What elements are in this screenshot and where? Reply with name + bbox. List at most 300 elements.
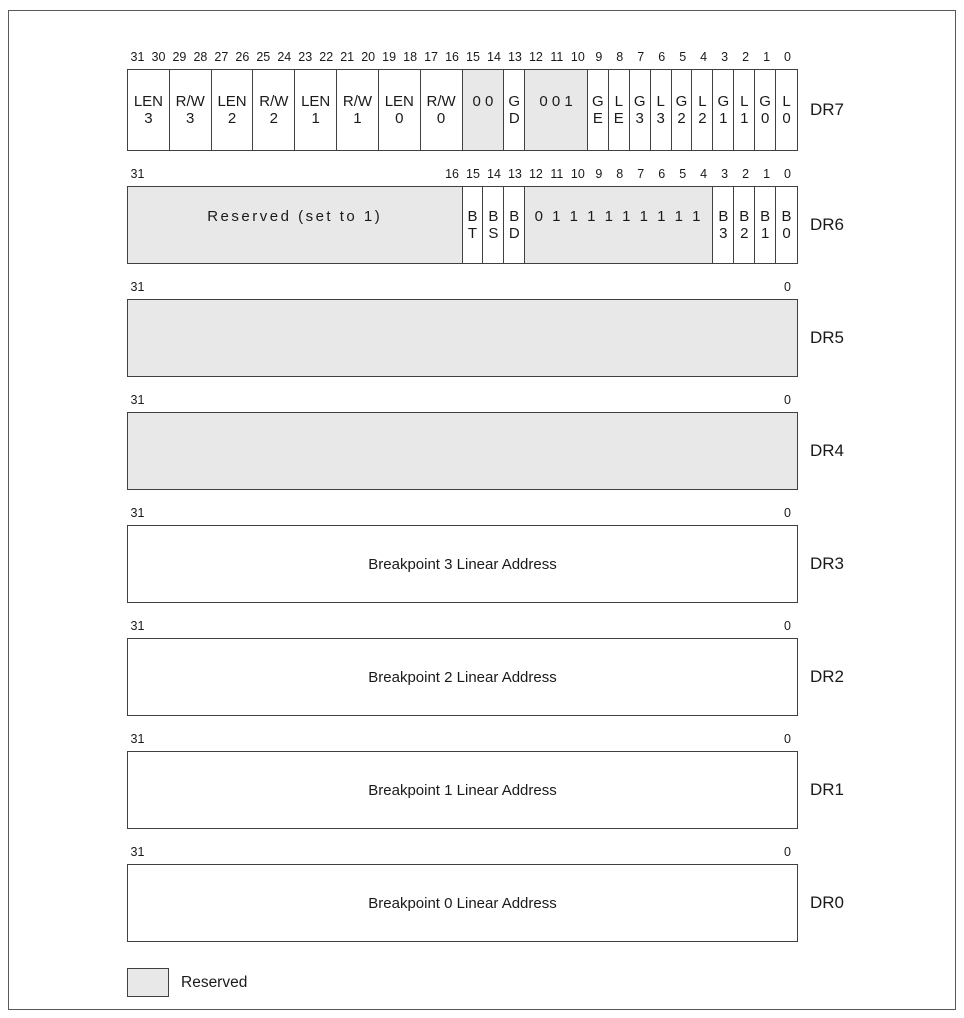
bit-field-cell — [672, 70, 693, 150]
bit-number-label — [421, 167, 442, 183]
bit-number-label — [567, 506, 588, 522]
bit-number-label — [756, 280, 777, 296]
register-label: DR6 — [810, 215, 845, 234]
bit-number-label — [337, 845, 358, 861]
bit-number-label — [442, 732, 463, 748]
bit-number-label — [421, 732, 442, 748]
bit-field-text: G — [717, 93, 730, 110]
bit-field-cell — [128, 70, 170, 150]
bit-number-label — [483, 732, 504, 748]
bit-field-text: L — [782, 93, 791, 110]
bit-number-label — [400, 845, 421, 861]
bit-number-label — [693, 393, 714, 409]
bit-number-label — [567, 280, 588, 296]
bit-number-label — [714, 393, 735, 409]
bit-number-label: 16 — [445, 167, 459, 181]
bit-number-label: 16 — [445, 50, 459, 64]
bit-field-cell — [755, 70, 776, 150]
bit-number-label: 9 — [595, 50, 603, 64]
bit-number-label — [337, 506, 358, 522]
bit-number-label — [588, 732, 609, 748]
bit-field-text: B — [760, 208, 771, 225]
bit-number-label — [546, 280, 567, 296]
bit-field-text: B — [739, 208, 750, 225]
bit-field-cell — [463, 187, 484, 263]
bit-number-label: 9 — [595, 167, 603, 181]
bit-number-label: 14 — [487, 167, 501, 181]
bit-number-label — [400, 280, 421, 296]
bit-number-label — [169, 167, 190, 183]
bit-number-label — [567, 393, 588, 409]
bit-number-label: 15 — [466, 167, 480, 181]
bit-field-text: 1 — [311, 110, 320, 127]
bit-number-label — [504, 845, 525, 861]
bit-number-label — [525, 619, 546, 635]
register-label: DR2 — [810, 667, 845, 686]
bit-field-text: 1 — [740, 110, 749, 127]
bit-number-label — [588, 280, 609, 296]
bit-number-label: 10 — [570, 167, 585, 181]
bit-field-text: L — [740, 93, 749, 110]
bit-number-label — [316, 280, 337, 296]
bit-field-cell — [609, 70, 630, 150]
bit-number-label — [211, 167, 232, 183]
bit-field-cell — [630, 70, 651, 150]
bit-number-label — [211, 280, 232, 296]
bit-number-label — [190, 619, 211, 635]
bit-number-label: 0 — [784, 845, 791, 859]
bit-number-label: 28 — [193, 50, 208, 64]
bit-number-label: 7 — [637, 167, 645, 181]
bit-number-label — [735, 280, 756, 296]
bit-field-text: R/W — [342, 93, 373, 110]
bit-number-label: 0 — [784, 50, 791, 64]
bit-number-label — [672, 280, 693, 296]
bit-field-cell — [253, 70, 295, 150]
bit-field-cell — [713, 70, 734, 150]
bit-number-label: 5 — [679, 50, 687, 64]
bit-number-label — [609, 732, 630, 748]
bit-number-label — [546, 506, 567, 522]
bit-number-label — [253, 619, 274, 635]
bit-number-label: 6 — [658, 50, 666, 64]
bit-number-label: 5 — [679, 167, 687, 181]
bit-number-label — [295, 732, 316, 748]
bit-number-label — [421, 506, 442, 522]
register-row — [127, 619, 845, 716]
bit-number-label — [609, 280, 630, 296]
bit-number-label: 3 — [721, 167, 729, 181]
bit-field-text: 0 — [782, 225, 791, 242]
bit-field-cell — [379, 70, 421, 150]
bit-number-label — [421, 280, 442, 296]
bit-number-label — [379, 167, 400, 183]
bit-field-cell — [692, 70, 713, 150]
bit-number-label: 29 — [172, 50, 187, 64]
bit-field-text: T — [467, 225, 478, 242]
bit-number-label: 18 — [403, 50, 418, 64]
register-box — [127, 751, 798, 829]
bit-field-text: L — [698, 93, 707, 110]
register-box — [127, 864, 798, 942]
bit-number-label — [274, 393, 295, 409]
bit-number-label — [588, 619, 609, 635]
register-box — [127, 412, 798, 490]
register-row — [127, 845, 845, 942]
bit-field-cell — [128, 526, 797, 602]
bit-field-text: 3 — [656, 110, 665, 127]
bit-number-label — [442, 619, 463, 635]
bit-field-cell — [170, 70, 212, 150]
bit-number-label — [504, 506, 525, 522]
bit-number-label — [714, 280, 735, 296]
bit-number-label — [672, 393, 693, 409]
bit-number-label — [735, 845, 756, 861]
bit-number-label — [232, 280, 253, 296]
bit-number-label — [274, 732, 295, 748]
bit-number-label: 14 — [487, 50, 501, 64]
bit-field-cell — [337, 70, 379, 150]
bit-number-label: 30 — [151, 50, 166, 64]
bit-number-label — [358, 732, 379, 748]
bit-number-label — [756, 619, 777, 635]
bit-number-label — [463, 393, 484, 409]
bit-number-label: 23 — [298, 50, 313, 64]
bit-number-label — [463, 280, 484, 296]
bit-number-label — [463, 506, 484, 522]
bit-number-label — [651, 506, 672, 522]
register-label: DR1 — [810, 780, 845, 799]
bit-field-text: E — [613, 110, 624, 127]
bit-number-label — [274, 167, 295, 183]
bit-field-text: 2 — [269, 110, 279, 127]
bit-number-label — [630, 280, 651, 296]
bit-field-text: G — [508, 93, 521, 110]
bit-field-cell — [651, 70, 672, 150]
bit-number-label — [316, 732, 337, 748]
bit-number-label — [232, 506, 253, 522]
bit-field-text: 0 — [436, 110, 446, 127]
bit-number-label — [253, 732, 274, 748]
bit-number-label: 7 — [637, 50, 645, 64]
bit-number-label — [609, 393, 630, 409]
bit-number-label — [735, 619, 756, 635]
bit-number-label — [379, 845, 400, 861]
bit-field-text: B — [718, 208, 729, 225]
register-box — [127, 299, 798, 377]
bit-number-label — [253, 506, 274, 522]
bit-field-text: 1 — [353, 110, 362, 127]
bit-field-text: 2 — [740, 225, 749, 242]
register-box — [127, 69, 798, 151]
bit-field-text: 2 — [677, 110, 686, 127]
bit-number-label — [253, 280, 274, 296]
register-box-wrap — [127, 864, 845, 942]
bit-number-label — [525, 506, 546, 522]
bit-field-text: LEN — [301, 93, 331, 110]
bit-field-text: 3 — [186, 110, 195, 127]
bit-number-label — [714, 845, 735, 861]
bit-field-text: 0 — [395, 110, 404, 127]
reserved-field-cell — [525, 187, 713, 263]
bit-field-cell — [588, 70, 609, 150]
register-box-wrap — [127, 525, 845, 603]
bit-number-label — [463, 845, 484, 861]
register-box-wrap — [127, 638, 845, 716]
bit-number-label — [337, 619, 358, 635]
bit-number-label — [630, 506, 651, 522]
bit-number-label: 12 — [528, 167, 543, 181]
bit-field-text: B — [781, 208, 792, 225]
bit-number-label — [358, 167, 379, 183]
bit-field-text: 0 — [782, 110, 791, 127]
bit-number-label — [483, 619, 504, 635]
bit-field-cell — [776, 70, 797, 150]
bit-number-label — [274, 619, 295, 635]
bit-number-label — [756, 506, 777, 522]
bit-number-label — [525, 845, 546, 861]
bit-number-label — [316, 845, 337, 861]
bit-number-label — [169, 506, 190, 522]
bit-number-label — [358, 619, 379, 635]
bit-number-label — [232, 619, 253, 635]
register-row — [127, 393, 845, 490]
bit-number-label: 2 — [742, 167, 750, 181]
bit-number-label — [379, 506, 400, 522]
bit-number-label — [148, 732, 169, 748]
bit-number-label — [190, 506, 211, 522]
bit-number-label — [400, 732, 421, 748]
bit-number-label — [211, 732, 232, 748]
bit-number-label — [630, 845, 651, 861]
bit-number-label — [567, 619, 588, 635]
bit-number-label — [316, 393, 337, 409]
bit-number-label — [630, 619, 651, 635]
bit-number-label: 17 — [424, 50, 438, 64]
bit-number-label — [609, 845, 630, 861]
bit-number-label — [567, 732, 588, 748]
bit-field-text: 3 — [635, 110, 644, 127]
bit-field-text: D — [508, 225, 520, 242]
bit-number-label — [379, 619, 400, 635]
bit-field-text: 3 — [144, 110, 153, 127]
bit-number-label — [358, 506, 379, 522]
bit-number-label — [190, 167, 211, 183]
bit-field-text: 1 — [719, 110, 728, 127]
bit-number-label — [756, 393, 777, 409]
bit-number-label — [463, 732, 484, 748]
bit-field-text: Reserved (set to 1) — [207, 208, 383, 225]
bit-number-label: 26 — [235, 50, 250, 64]
bit-field-text: 2 — [227, 110, 237, 127]
bit-field-text: G — [675, 93, 688, 110]
bit-number-label — [735, 393, 756, 409]
bit-number-label: 8 — [616, 50, 624, 64]
register-label: DR4 — [810, 441, 845, 460]
bit-number-label — [295, 506, 316, 522]
bit-number-label — [693, 845, 714, 861]
bit-number-label: 19 — [382, 50, 397, 64]
bit-number-label: 25 — [256, 50, 271, 64]
bit-number-label — [295, 845, 316, 861]
bit-number-label — [609, 506, 630, 522]
reserved-field-cell — [128, 300, 797, 376]
bit-number-label: 15 — [466, 50, 480, 64]
bit-number-label — [483, 393, 504, 409]
bit-field-text: B — [509, 208, 520, 225]
bit-number-label — [525, 393, 546, 409]
bit-number-label — [483, 506, 504, 522]
bit-number-label — [211, 845, 232, 861]
bit-number-row — [127, 506, 798, 522]
bit-field-cell — [483, 187, 504, 263]
bit-number-label — [442, 393, 463, 409]
bit-number-label — [421, 845, 442, 861]
bit-number-label — [651, 393, 672, 409]
bit-number-row — [127, 619, 798, 635]
bit-number-label — [295, 619, 316, 635]
bit-field-cell — [421, 70, 463, 150]
bit-number-label — [148, 845, 169, 861]
bit-number-label: 0 — [784, 506, 791, 520]
bit-number-label — [400, 393, 421, 409]
bit-number-label: 0 — [784, 393, 791, 407]
register-row — [127, 280, 845, 377]
bit-number-label: 31 — [130, 619, 145, 633]
bit-number-label — [253, 393, 274, 409]
bit-number-label — [442, 845, 463, 861]
bit-number-label — [651, 619, 672, 635]
bit-number-label — [400, 506, 421, 522]
bit-number-row — [127, 167, 798, 183]
register-label: DR0 — [810, 893, 845, 912]
bit-number-label: 31 — [130, 167, 145, 181]
bit-number-label — [190, 732, 211, 748]
bit-number-label — [169, 732, 190, 748]
bit-number-label: 11 — [550, 167, 564, 181]
bit-number-label — [400, 167, 421, 183]
bit-field-text: 3 — [719, 225, 728, 242]
bit-number-label — [714, 619, 735, 635]
bit-number-label — [672, 619, 693, 635]
bit-field-cell — [755, 187, 776, 263]
bit-number-label: 2 — [742, 50, 750, 64]
bit-field-text: B — [488, 208, 499, 225]
legend — [127, 968, 798, 997]
register-box — [127, 186, 798, 264]
bit-field-cell — [504, 187, 525, 263]
bit-number-label — [169, 393, 190, 409]
reserved-field-cell — [128, 413, 797, 489]
bit-number-label — [148, 619, 169, 635]
register-box-wrap — [127, 69, 845, 151]
bit-field-text: G — [759, 93, 771, 110]
bit-field-text: Breakpoint 2 Linear Address — [368, 668, 557, 686]
bit-field-text: Breakpoint 3 Linear Address — [368, 555, 557, 573]
bit-field-cell — [713, 187, 734, 263]
bit-number-label: 10 — [570, 50, 585, 64]
bit-number-label: 31 — [130, 393, 145, 407]
reserved-field-cell — [463, 70, 505, 150]
bit-number-label — [693, 619, 714, 635]
bit-number-label — [190, 845, 211, 861]
bit-field-cell — [776, 187, 797, 263]
bit-number-label: 0 — [784, 167, 791, 181]
bit-number-label — [504, 280, 525, 296]
register-row — [127, 732, 845, 829]
bit-field-cell — [212, 70, 254, 150]
bit-field-text: L — [656, 93, 665, 110]
bit-number-label — [672, 732, 693, 748]
bit-field-cell — [504, 70, 525, 150]
bit-number-label — [400, 619, 421, 635]
bit-field-text: E — [592, 110, 603, 127]
bit-number-label — [756, 845, 777, 861]
bit-number-label — [693, 280, 714, 296]
bit-number-row — [127, 393, 798, 409]
bit-number-row — [127, 845, 798, 861]
bit-field-text: 0 — [760, 110, 770, 127]
bit-number-label — [546, 619, 567, 635]
register-box-wrap — [127, 299, 845, 377]
register-box-wrap — [127, 412, 845, 490]
bit-number-label — [295, 167, 316, 183]
bit-number-label — [337, 280, 358, 296]
bit-field-text: 2 — [698, 110, 707, 127]
register-label: DR3 — [810, 554, 845, 573]
bit-field-text: 1 — [760, 225, 770, 242]
bit-number-label — [693, 732, 714, 748]
bit-number-row — [127, 50, 798, 66]
bit-number-label — [588, 393, 609, 409]
bit-number-label — [546, 732, 567, 748]
bit-number-label — [463, 619, 484, 635]
bit-number-label: 31 — [130, 732, 145, 746]
bit-number-label — [483, 845, 504, 861]
bit-number-label — [358, 280, 379, 296]
reserved-field-cell — [128, 187, 463, 263]
register-box — [127, 638, 798, 716]
bit-number-label: 1 — [763, 50, 771, 64]
bit-field-text: S — [488, 225, 499, 242]
bit-number-label: 4 — [700, 50, 708, 64]
bit-number-label — [274, 506, 295, 522]
bit-field-text: L — [614, 93, 623, 110]
bit-number-label: 4 — [700, 167, 708, 181]
register-label: DR5 — [810, 328, 845, 347]
bit-field-text: 0 1 1 1 1 1 1 1 1 1 — [534, 208, 704, 225]
bit-number-label — [504, 732, 525, 748]
bit-number-label — [148, 393, 169, 409]
register-label: DR7 — [810, 100, 845, 119]
bit-number-label — [651, 732, 672, 748]
bit-field-cell — [734, 187, 755, 263]
register-box — [127, 525, 798, 603]
bit-number-label — [232, 167, 253, 183]
register-row — [127, 50, 845, 151]
bit-number-label — [169, 845, 190, 861]
bit-number-label: 0 — [784, 619, 791, 633]
bit-number-label — [190, 393, 211, 409]
bit-number-label — [295, 280, 316, 296]
bit-number-label — [337, 393, 358, 409]
bit-number-label — [525, 280, 546, 296]
bit-number-label — [379, 732, 400, 748]
bit-number-label — [714, 732, 735, 748]
reserved-field-cell — [525, 70, 588, 150]
bit-number-label — [546, 393, 567, 409]
bit-field-text: R/W — [175, 93, 205, 110]
